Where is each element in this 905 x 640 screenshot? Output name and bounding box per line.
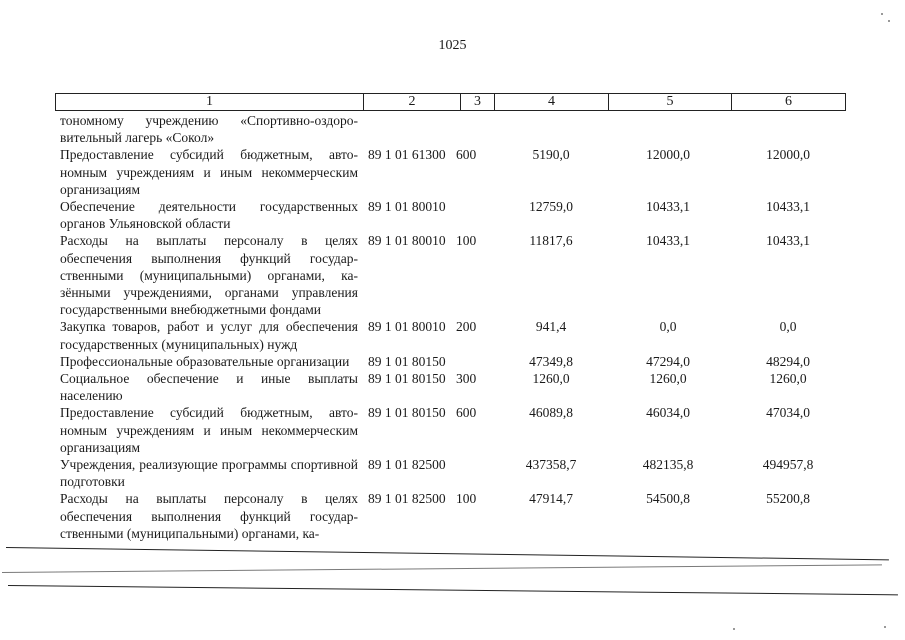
row-code: 89 1 01 80010 — [368, 319, 446, 335]
table-body — [60, 112, 860, 542]
row-value-4 — [488, 112, 608, 146]
row-vr — [456, 353, 488, 370]
table-row — [60, 146, 860, 198]
row-value-6: 10433,1 — [766, 233, 810, 249]
row-code: 89 1 01 80150 — [368, 353, 446, 369]
scan-speck — [881, 13, 883, 15]
strike-line — [6, 547, 889, 560]
header-col-2: 2 — [364, 94, 461, 111]
header-col-3: 3 — [461, 94, 495, 111]
row-value-4: 1260,0 — [532, 371, 570, 387]
row-value-4: 941,4 — [535, 319, 567, 335]
header-col-5: 5 — [609, 94, 732, 111]
table-row — [60, 198, 860, 232]
row-code: 89 1 01 80150 — [368, 371, 446, 387]
row-value-5: 54500,8 — [646, 491, 690, 507]
row-value-4: 11817,6 — [529, 233, 573, 249]
strike-line — [2, 564, 882, 573]
table-row — [60, 232, 860, 318]
table-row — [60, 404, 860, 456]
row-value-4: 12759,0 — [529, 199, 573, 215]
table-row — [60, 370, 860, 404]
row-value-6: 10433,1 — [766, 199, 810, 215]
header-col-4: 4 — [495, 94, 609, 111]
row-vr: 600 — [456, 405, 477, 421]
row-value-4: 47349,8 — [529, 353, 573, 369]
row-value-6: 48294,0 — [766, 353, 810, 369]
table-row — [60, 353, 860, 370]
row-value-6 — [728, 112, 848, 146]
table-row — [60, 318, 860, 352]
row-vr: 100 — [456, 233, 477, 249]
row-code — [358, 112, 456, 146]
row-vr — [456, 456, 488, 490]
row-name: Профессиональные образовательные организации — [60, 353, 350, 369]
scan-speck — [733, 628, 735, 630]
table-row — [60, 456, 860, 490]
row-value-6: 47034,0 — [766, 405, 810, 421]
header-col-1: 1 — [56, 94, 364, 111]
row-vr: 200 — [456, 319, 477, 335]
row-value-6: 1260,0 — [769, 371, 807, 387]
row-value-5: 47294,0 — [646, 353, 690, 369]
page-number: 1025 — [438, 38, 467, 53]
row-vr: 300 — [456, 371, 477, 387]
row-value-5: 10433,1 — [646, 233, 690, 249]
row-name: Расходы на выплаты персоналу в целях обеспечения выполнения функций государственными (муниципальными) органами, казёнными учреждениями, органами управления государственными внебюджетными фондами — [60, 233, 358, 318]
table-row — [60, 112, 860, 146]
row-vr: 600 — [456, 147, 477, 163]
row-value-5: 0,0 — [659, 319, 677, 335]
row-vr — [456, 112, 488, 146]
row-value-5 — [608, 112, 728, 146]
row-name: Предоставление субсидий бюджетным, автономным учреждениям и иным некоммерческим организациям — [60, 405, 358, 455]
row-value-4: 47914,7 — [529, 491, 573, 507]
row-vr — [456, 198, 488, 232]
row-name: Закупка товаров, работ и услуг для обеспечения государственных (муниципальных) нужд — [60, 319, 358, 352]
row-value-5: 482135,8 — [642, 457, 694, 473]
row-code: 89 1 01 80010 — [368, 199, 446, 215]
row-value-5: 1260,0 — [649, 371, 687, 387]
row-code: 89 1 01 80150 — [368, 405, 446, 421]
row-name: Предоставление субсидий бюджетным, автономным учреждениям и иным некоммерческим организациям — [60, 147, 358, 197]
row-name: Обеспечение деятельности государственных органов Ульяновской области — [60, 199, 358, 232]
strike-line — [8, 585, 898, 595]
row-value-6: 12000,0 — [766, 147, 810, 163]
row-value-5: 46034,0 — [646, 405, 690, 421]
table-header — [55, 93, 846, 111]
row-value-4: 5190,0 — [532, 147, 570, 163]
row-code: 89 1 01 61300 — [368, 147, 446, 163]
row-value-5: 10433,1 — [646, 199, 690, 215]
row-value-4: 46089,8 — [529, 405, 573, 421]
row-vr: 100 — [456, 491, 477, 507]
row-code: 89 1 01 80010 — [368, 233, 446, 249]
scan-speck — [888, 20, 890, 22]
header-col-6: 6 — [732, 94, 846, 111]
row-code: 89 1 01 82500 — [368, 491, 446, 507]
row-name: Учреждения, реализующие программы спортивной подготовки — [60, 457, 358, 490]
scan-speck — [884, 626, 886, 628]
row-value-6: 55200,8 — [766, 491, 810, 507]
row-value-6: 0,0 — [779, 319, 797, 335]
row-name: Социальное обеспечение и иные выплаты населению — [60, 371, 358, 404]
row-name: тономному учреждению «Спортивно-оздоровительный лагерь «Сокол» — [60, 113, 358, 146]
table-row — [60, 490, 860, 542]
row-value-4: 437358,7 — [525, 457, 577, 473]
row-value-5: 12000,0 — [646, 147, 690, 163]
row-code: 89 1 01 82500 — [368, 457, 446, 473]
row-name: Расходы на выплаты персоналу в целях обеспечения выполнения функций государственными (муниципальными) органами, ка- — [60, 491, 358, 541]
row-value-6: 494957,8 — [762, 457, 814, 473]
